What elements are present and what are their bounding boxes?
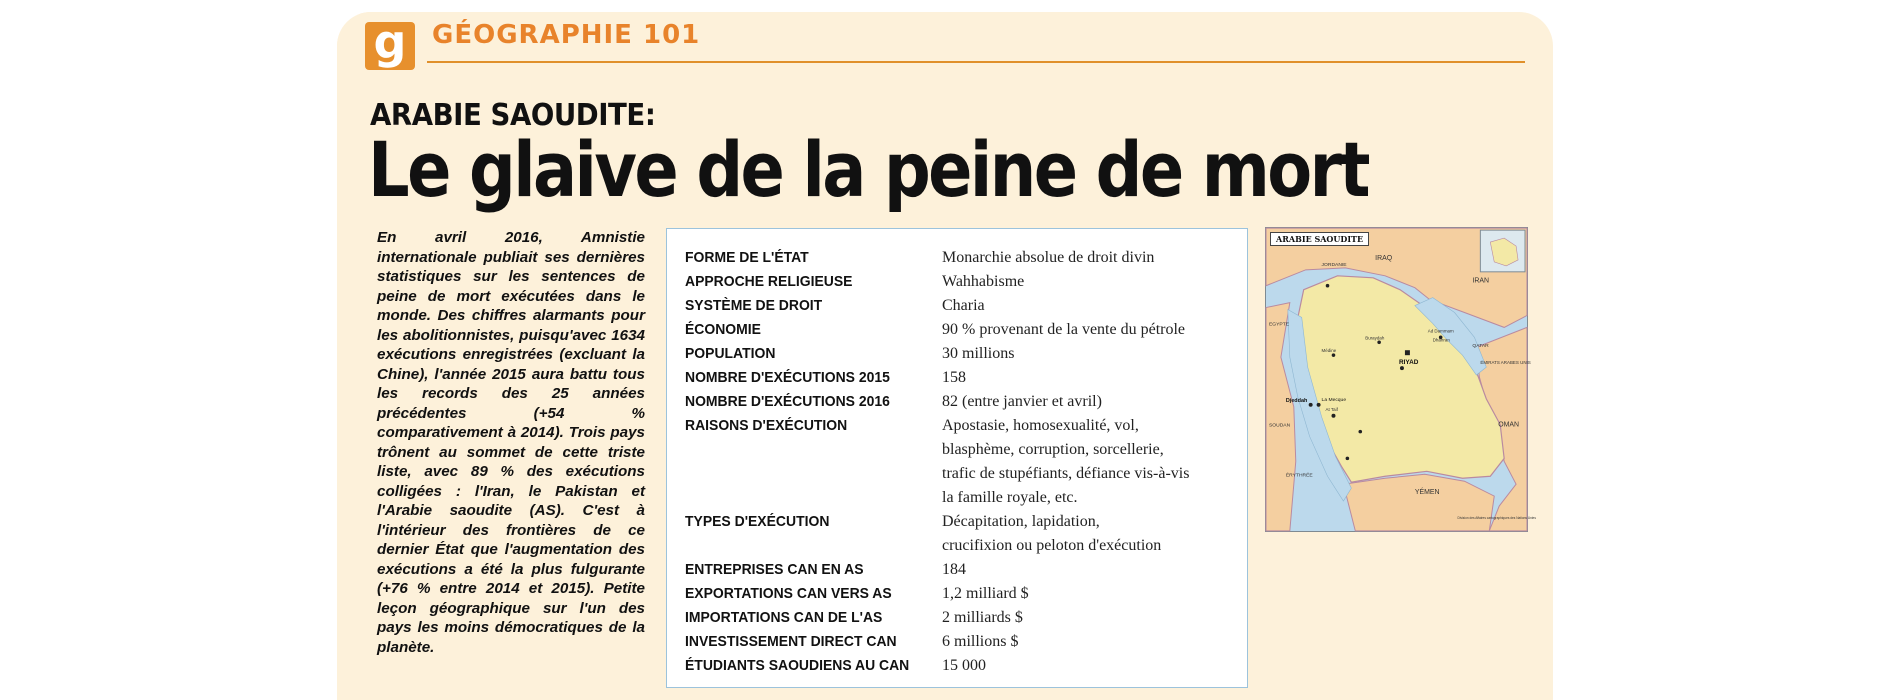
fact-label: ÉCONOMIE (685, 321, 761, 338)
article-headline: Le glaive de la peine de mort (368, 125, 1368, 214)
fact-value-line: Wahhabisme (942, 273, 1025, 290)
fact-value-line: 82 (entre janvier et avril) (942, 393, 1102, 410)
fact-value (942, 510, 1242, 558)
city-dot (1358, 430, 1362, 434)
fact-value-line: 1,2 milliard $ (942, 585, 1029, 602)
fact-value-line: crucifixion ou peloton d'exécution (942, 537, 1162, 554)
label-egypt: EGYPTE (1268, 322, 1290, 328)
label-riyadh: RIYAD (1398, 359, 1419, 367)
fact-row (685, 390, 1242, 414)
city-dot (1332, 353, 1336, 357)
fact-value (942, 606, 1242, 630)
fact-value (942, 294, 1242, 318)
fact-label: INVESTISSEMENT DIRECT CAN (685, 633, 897, 650)
fact-value (942, 558, 1242, 582)
label-medina: Médine (1321, 348, 1337, 354)
fact-value-line: 15 000 (942, 657, 986, 674)
fact-value-line: Monarchie absolue de droit divin (942, 249, 1155, 266)
fact-label: ENTREPRISES CAN EN AS (685, 561, 864, 578)
fact-row (685, 342, 1242, 366)
map-credit: Division des Affaires cartographiques des Nations Unies (1457, 515, 1536, 520)
fact-value-line: 2 milliards $ (942, 609, 1023, 626)
fact-label: APPROCHE RELIGIEUSE (685, 273, 853, 290)
section-logo-icon (365, 15, 415, 70)
fact-label: FORME DE L'ÉTAT (685, 249, 809, 266)
city-dot (1326, 284, 1330, 288)
fact-row (685, 606, 1242, 630)
fact-label: ÉTUDIANTS SAOUDIENS AU CAN (685, 657, 910, 674)
fact-value (942, 318, 1242, 342)
article-kicker: ARABIE SAOUDITE: (370, 98, 656, 133)
fact-value-line: 184 (942, 561, 966, 578)
city-dot (1309, 403, 1313, 407)
label-dammam: Ad Dammam (1427, 328, 1454, 334)
facts-box (666, 228, 1248, 688)
fact-row (685, 246, 1242, 270)
article-intro (377, 228, 645, 657)
label-yemen: YÉMEN (1414, 489, 1440, 497)
fact-label: POPULATION (685, 345, 776, 362)
capital-dot (1405, 350, 1410, 355)
fact-row (685, 582, 1242, 606)
fact-value-line: blasphème, corruption, sorcellerie, (942, 441, 1164, 458)
fact-value-line: 6 millions $ (942, 633, 1019, 650)
label-jeddah: Djeddah (1285, 397, 1308, 404)
label-uae: ÉMIRATS ARABES UNIS (1480, 360, 1531, 366)
fact-value (942, 390, 1242, 414)
fact-label: EXPORTATIONS CAN VERS AS (685, 585, 892, 602)
label-oman: OMAN (1498, 421, 1520, 429)
label-iran: IRAN (1472, 277, 1489, 285)
fact-value (942, 582, 1242, 606)
city-dot (1317, 403, 1321, 407)
fact-value-line: Charia (942, 297, 985, 314)
fact-label: TYPES D'EXÉCUTION (685, 513, 830, 530)
fact-value (942, 414, 1242, 510)
header-rule (427, 61, 1525, 63)
map-title: ARABIE SAOUDITE (1270, 232, 1369, 246)
label-mecca: La Mecque (1321, 397, 1347, 403)
fact-value-line: trafic de stupéfiants, défiance vis-à-vis (942, 465, 1190, 482)
fact-value (942, 630, 1242, 654)
intro-paragraph: En avril 2016, Amnistie internationale publiait ses dernières statistiques sur les sentences de peine de mort exécutées dans le monde. Des chiffres alarmants pour les abolitionnistes, puisqu'avec 1634 exécutions enregistrées (excluant la Chine), l'année 2015 aura battu tous les records des 25 années précédentes (+54 % comparativement à 2014). Trois pays trônent au sommet de cette triste liste, avec 89 % des exécutions colligées : l'Iran, le Pakistan et l'Arabie saoudite (AS). C'est à l'intérieur des frontières de ce dernier État que l'augmentation des exécutions a été la plus fulgurante (+76 % entre 2014 et 2015). Petite leçon géographique sur l'un des pays les moins démocratiques de la planète. (377, 229, 645, 656)
fact-value-line: Apostasie, homosexualité, vol, (942, 417, 1139, 434)
label-taif: At Taif (1325, 406, 1338, 412)
city-dot (1346, 457, 1350, 461)
label-jordan: JORDANIE (1321, 262, 1347, 268)
fact-value-line: 30 millions (942, 345, 1015, 362)
fact-value (942, 342, 1242, 366)
city-dot (1331, 414, 1335, 418)
facts-list (685, 246, 1242, 678)
fact-row (685, 654, 1242, 678)
label-buraydah: Buraydah (1365, 335, 1385, 341)
fact-label: IMPORTATIONS CAN DE L'AS (685, 609, 883, 626)
fact-row (685, 558, 1242, 582)
label-qatar: QATAR (1472, 344, 1489, 350)
label-eritrea: ÉRYTHRÉE (1285, 473, 1313, 479)
fact-row (685, 270, 1242, 294)
section-title: GÉOGRAPHIE 101 (432, 20, 701, 50)
fact-value-line: 158 (942, 369, 966, 386)
city-dot (1400, 366, 1404, 370)
fact-value (942, 654, 1242, 678)
fact-row (685, 294, 1242, 318)
fact-value-line: la famille royale, etc. (942, 489, 1078, 506)
label-sudan: SOUDAN (1268, 423, 1291, 429)
fact-row (685, 630, 1242, 654)
fact-value-line: Décapitation, lapidation, (942, 513, 1100, 530)
land-yemen (1343, 474, 1494, 531)
fact-value (942, 270, 1242, 294)
label-dhahran: Dhahran (1432, 337, 1450, 343)
fact-row (685, 366, 1242, 390)
city-dot (1377, 340, 1381, 344)
fact-value-line: 90 % provenant de la vente du pétrole (942, 321, 1186, 338)
fact-value (942, 246, 1242, 270)
fact-row (685, 318, 1242, 342)
map-svg (1266, 228, 1536, 531)
fact-row (685, 414, 1242, 510)
fact-label: RAISONS D'EXÉCUTION (685, 417, 848, 434)
fact-label: NOMBRE D'EXÉCUTIONS 2016 (685, 393, 890, 410)
fact-row (685, 510, 1242, 558)
saudi-arabia-map (1265, 227, 1536, 532)
fact-value (942, 366, 1242, 390)
fact-label: SYSTÈME DE DROIT (685, 297, 823, 314)
label-iraq: IRAQ (1375, 254, 1393, 262)
logo-letter: g (373, 15, 407, 69)
fact-label: NOMBRE D'EXÉCUTIONS 2015 (685, 369, 890, 386)
